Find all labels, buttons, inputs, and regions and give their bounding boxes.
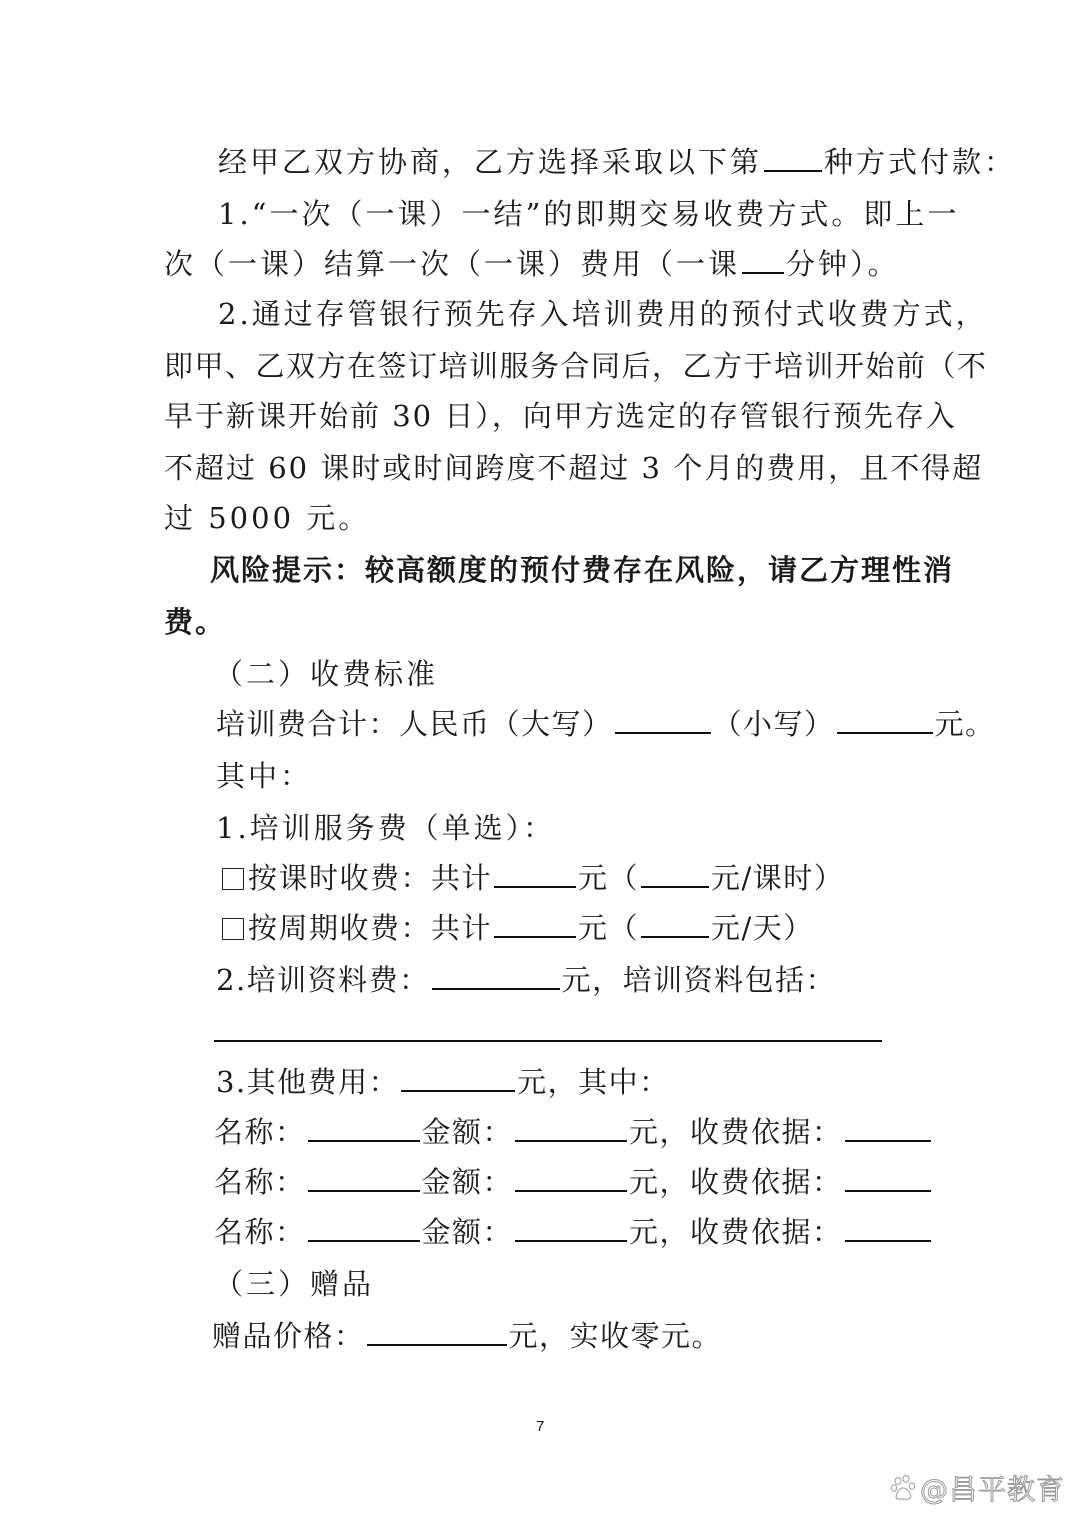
section-fee-standard-heading: （二）收费标准 [214,657,439,691]
payment-choice-line: 经甲乙双方协商，乙方选择采取以下第 种方式付款： [218,145,1017,179]
other-fee-name-blank[interactable] [308,1114,420,1142]
other-fee-name-blank[interactable] [308,1214,420,1242]
option-2-line-1: 2.通过存管银行预先存入培训费用的预付式收费方式， [218,297,988,331]
by-period-total-blank[interactable] [494,910,576,938]
materials-fee-line: 2.培训资料费： 元，培训资料包括： [216,963,837,997]
payment-method-blank[interactable] [764,144,822,172]
other-fee-name-blank[interactable] [308,1164,420,1192]
by-hour-rate-blank[interactable] [641,860,709,888]
other-fee-row: 名称： 金额： 元，收费依据： [214,1214,933,1250]
other-fee-row: 名称： 金额： 元，收费依据： [214,1164,933,1200]
section-gifts-heading: （三）赠品 [214,1267,375,1301]
materials-fee-blank[interactable] [432,962,560,990]
other-fee-basis-blank[interactable] [845,1114,931,1142]
other-fee-basis-blank[interactable] [845,1164,931,1192]
option-1-line-1: 1.“一次（一课）一结”的即期交易收费方式。即上一 [218,197,960,231]
gift-price-blank[interactable] [367,1318,507,1346]
option-2-line-3: 早于新课开始前 30 日），向甲方选定的存管银行预先存入 [164,399,957,433]
watermark [890,1468,1065,1508]
materials-description-blank[interactable] [214,1040,882,1042]
by-period-rate-blank[interactable] [641,910,709,938]
page-number: 7 [536,1418,545,1435]
baidu-paw-icon [890,1474,918,1502]
watermark-text: @昌平教育 [920,1473,1066,1506]
option-1-line-2: 次（一课）结算一次（一课）费用（一课 分钟）。 [164,247,900,281]
by-hour-total-blank[interactable] [494,860,576,888]
other-fee-amount-blank[interactable] [515,1114,627,1142]
total-fee-line: 培训费合计：人民币（大写） （小写） 元。 [216,707,996,741]
risk-warning-line-1: 风险提示：较高额度的预付费存在风险，请乙方理性消 [210,553,955,587]
by-hour-option: 按课时收费：共计 元（ 元/课时） [222,860,844,896]
among-label: 其中： [216,759,313,793]
other-fees-line: 3.其他费用： 元，其中： [216,1065,670,1099]
other-fee-row: 名称： 金额： 元，收费依据： [214,1114,933,1150]
by-period-checkbox[interactable] [222,918,244,940]
option-2-line-4: 不超过 60 课时或时间跨度不超过 3 个月的费用，且不得超 [164,451,984,485]
other-fee-amount-blank[interactable] [515,1164,627,1192]
by-hour-checkbox[interactable] [222,868,244,890]
option-2-line-5: 过 5000 元。 [164,501,371,535]
total-uppercase-blank[interactable] [615,706,711,734]
risk-warning-line-2: 费。 [164,605,227,639]
minutes-blank[interactable] [742,246,784,274]
service-fee-heading: 1.培训服务费（单选）： [216,811,556,845]
option-2-line-2: 即甲、乙双方在签订培训服务合同后，乙方于培训开始前（不 [164,349,988,383]
other-fee-basis-blank[interactable] [845,1214,931,1242]
other-fee-amount-blank[interactable] [515,1214,627,1242]
other-fees-blank[interactable] [401,1064,515,1092]
gift-price-line: 赠品价格： 元，实收零元。 [212,1319,723,1353]
by-period-option: 按周期收费：共计 元（ 元/天） [222,910,814,946]
total-numeric-blank[interactable] [837,706,933,734]
